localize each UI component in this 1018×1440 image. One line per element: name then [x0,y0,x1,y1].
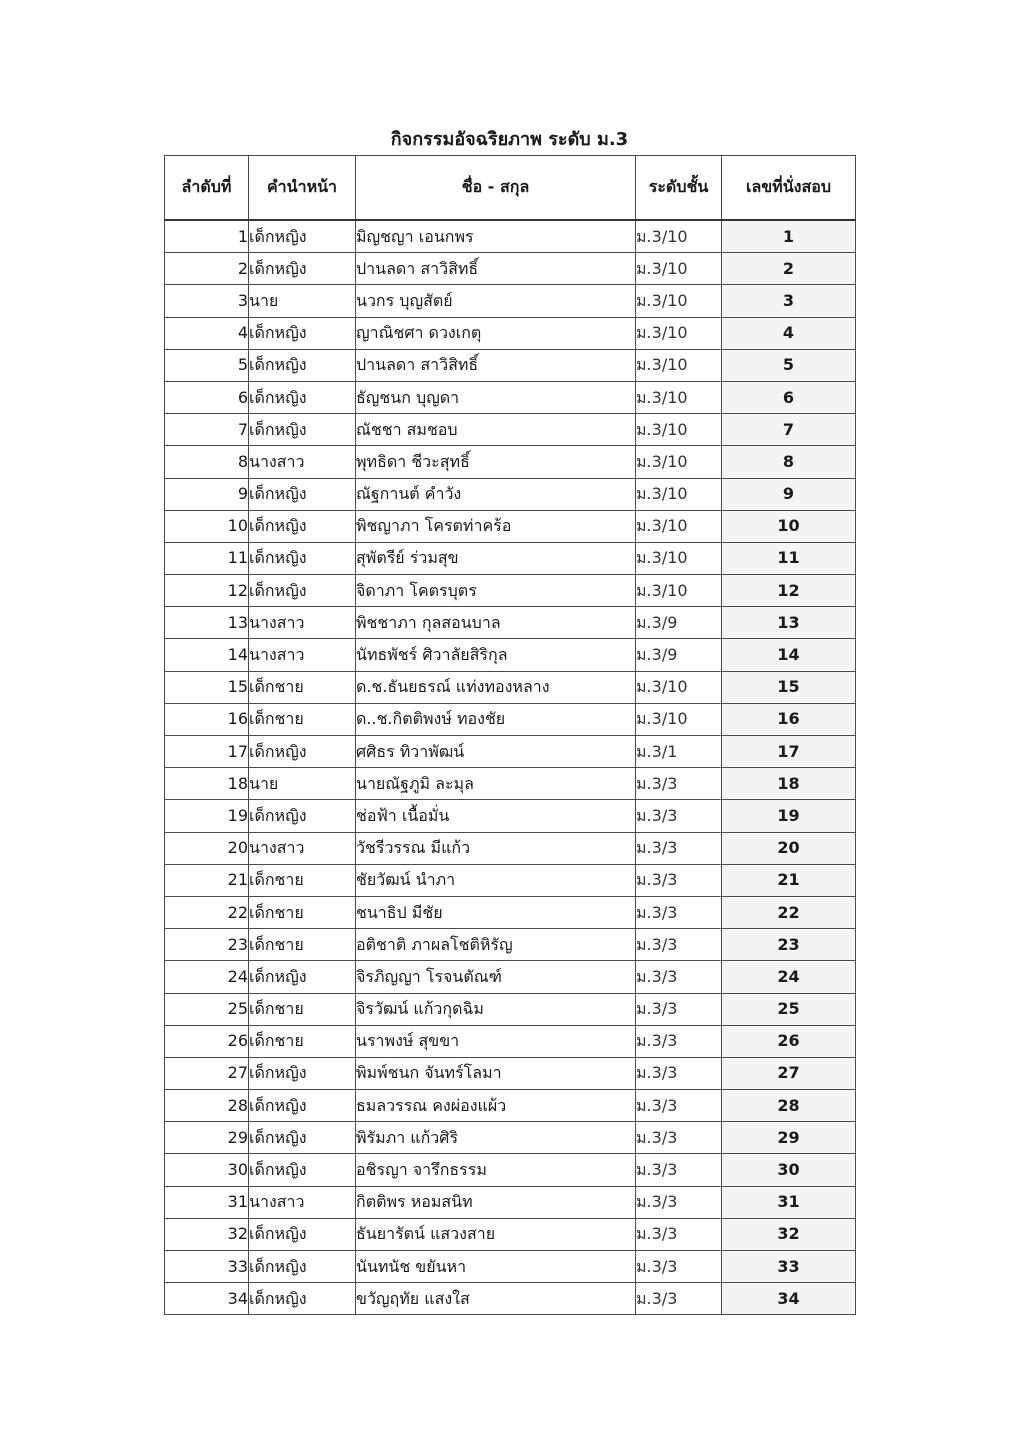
table-row [165,800,856,832]
row-class-level: ม.3/10 [636,285,722,317]
row-seat-number: 28 [722,1090,856,1122]
row-class-level: ม.3/3 [636,800,722,832]
row-prefix: นางสาว [249,1186,356,1218]
row-prefix: เด็กหญิง [249,1154,356,1186]
row-full-name: ช่อฟ้า เนื้อมั่น [356,800,636,832]
table-row [165,414,856,446]
table-row [165,1186,856,1218]
row-prefix: เด็กหญิง [249,220,356,253]
row-class-level: ม.3/3 [636,1057,722,1089]
row-class-level: ม.3/10 [636,446,722,478]
row-seat-number: 16 [722,703,856,735]
row-class-level: ม.3/3 [636,768,722,800]
row-number: 21 [165,864,249,896]
row-number: 28 [165,1090,249,1122]
row-class-level: ม.3/10 [636,575,722,607]
row-seat-number: 10 [722,510,856,542]
row-class-level: ม.3/3 [636,1218,722,1250]
row-seat-number: 6 [722,381,856,413]
row-full-name: กิตติพร หอมสนิท [356,1186,636,1218]
row-prefix: เด็กชาย [249,864,356,896]
row-number: 7 [165,414,249,446]
row-prefix: เด็กชาย [249,896,356,928]
row-number: 20 [165,832,249,864]
row-full-name: ณัชชา สมชอบ [356,414,636,446]
row-class-level: ม.3/3 [636,993,722,1025]
header-seat: เลขที่นั่งสอบ [722,156,856,221]
row-seat-number: 21 [722,864,856,896]
row-prefix: เด็กหญิง [249,381,356,413]
row-seat-number: 11 [722,542,856,574]
row-prefix: เด็กหญิง [249,736,356,768]
row-prefix: เด็กหญิง [249,1283,356,1315]
row-prefix: เด็กหญิง [249,575,356,607]
row-prefix: เด็กหญิง [249,478,356,510]
table-row [165,1025,856,1057]
row-class-level: ม.3/1 [636,736,722,768]
row-class-level: ม.3/3 [636,864,722,896]
row-number: 34 [165,1283,249,1315]
row-number: 23 [165,929,249,961]
row-class-level: ม.3/3 [636,1186,722,1218]
row-number: 5 [165,349,249,381]
table-row [165,993,856,1025]
table-row [165,607,856,639]
row-class-level: ม.3/10 [636,671,722,703]
row-number: 29 [165,1122,249,1154]
row-seat-number: 32 [722,1218,856,1250]
table-row [165,478,856,510]
row-seat-number: 4 [722,317,856,349]
row-class-level: ม.3/9 [636,639,722,671]
row-seat-number: 7 [722,414,856,446]
row-full-name: ธันยารัตน์ แสวงสาย [356,1218,636,1250]
header-prefix: คำนำหน้า [249,156,356,221]
row-class-level: ม.3/10 [636,317,722,349]
table-row [165,864,856,896]
row-seat-number: 20 [722,832,856,864]
row-prefix: เด็กหญิง [249,1122,356,1154]
row-number: 25 [165,993,249,1025]
row-prefix: เด็กหญิง [249,961,356,993]
row-seat-number: 14 [722,639,856,671]
table-row [165,1122,856,1154]
row-number: 6 [165,381,249,413]
row-prefix: เด็กหญิง [249,349,356,381]
row-class-level: ม.3/10 [636,220,722,253]
row-full-name: มิญชญา เอนกพร [356,220,636,253]
page-title: กิจกรรมอัจฉริยภาพ ระดับ ม.3 [390,129,629,150]
table-header-row [165,156,856,221]
row-full-name: ชัยวัฒน์ นำภา [356,864,636,896]
table-row [165,768,856,800]
row-seat-number: 23 [722,929,856,961]
row-full-name: จิดาภา โคตรบุตร [356,575,636,607]
row-full-name: ปานลดา สาวิสิทธิ์ [356,253,636,285]
row-class-level: ม.3/3 [636,961,722,993]
row-number: 26 [165,1025,249,1057]
table-row [165,285,856,317]
table-row [165,349,856,381]
row-seat-number: 2 [722,253,856,285]
table-row [165,253,856,285]
row-class-level: ม.3/10 [636,510,722,542]
row-prefix: เด็กหญิง [249,510,356,542]
row-full-name: นวกร บุญสัตย์ [356,285,636,317]
row-seat-number: 31 [722,1186,856,1218]
table-row [165,446,856,478]
row-number: 30 [165,1154,249,1186]
row-class-level: ม.3/3 [636,1025,722,1057]
table-row [165,703,856,735]
row-seat-number: 26 [722,1025,856,1057]
row-number: 32 [165,1218,249,1250]
row-full-name: นายณัฐภูมิ ละมุล [356,768,636,800]
row-full-name: ณัฐกานต์ คำวัง [356,478,636,510]
row-prefix: เด็กหญิง [249,542,356,574]
row-full-name: นราพงษ์ สุขขา [356,1025,636,1057]
row-seat-number: 22 [722,896,856,928]
row-seat-number: 1 [722,220,856,253]
row-class-level: ม.3/10 [636,414,722,446]
row-number: 27 [165,1057,249,1089]
row-prefix: เด็กหญิง [249,1251,356,1283]
header-class: ระดับชั้น [636,156,722,221]
row-prefix: นางสาว [249,639,356,671]
row-class-level: ม.3/10 [636,381,722,413]
header-no: ลำดับที่ [165,156,249,221]
table-row [165,1251,856,1283]
row-full-name: ญาณิชศา ดวงเกตุ [356,317,636,349]
row-prefix: เด็กหญิง [249,317,356,349]
row-full-name: พิมพ์ชนก จันทร์โลมา [356,1057,636,1089]
table-row [165,1154,856,1186]
row-seat-number: 30 [722,1154,856,1186]
table-row [165,961,856,993]
row-number: 1 [165,220,249,253]
header-name: ชื่อ - สกุล [356,156,636,221]
table-row [165,1090,856,1122]
row-prefix: เด็กชาย [249,929,356,961]
row-full-name: นันทนัช ขยันหา [356,1251,636,1283]
row-number: 10 [165,510,249,542]
row-seat-number: 13 [722,607,856,639]
table-row [165,317,856,349]
row-class-level: ม.3/3 [636,1122,722,1154]
row-class-level: ม.3/10 [636,349,722,381]
row-class-level: ม.3/3 [636,1090,722,1122]
row-prefix: นาย [249,285,356,317]
row-prefix: เด็กหญิง [249,1090,356,1122]
row-prefix: เด็กหญิง [249,253,356,285]
row-full-name: นัทธพัชร์ ศิวาลัยสิริกุล [356,639,636,671]
row-full-name: วัชรีวรรณ มีแก้ว [356,832,636,864]
row-prefix: เด็กหญิง [249,1218,356,1250]
row-number: 11 [165,542,249,574]
row-seat-number: 27 [722,1057,856,1089]
row-class-level: ม.3/10 [636,253,722,285]
row-full-name: พิชชาภา กุลสอนบาล [356,607,636,639]
table-row [165,220,856,253]
table-row [165,832,856,864]
table-row [165,1057,856,1089]
table-row [165,929,856,961]
row-number: 2 [165,253,249,285]
row-prefix: เด็กหญิง [249,414,356,446]
table-row [165,381,856,413]
row-number: 24 [165,961,249,993]
row-seat-number: 24 [722,961,856,993]
table-row [165,736,856,768]
row-class-level: ม.3/3 [636,1283,722,1315]
row-seat-number: 8 [722,446,856,478]
table-body [165,220,856,1315]
row-prefix: นางสาว [249,446,356,478]
row-number: 33 [165,1251,249,1283]
row-prefix: เด็กหญิง [249,1057,356,1089]
table-row [165,1283,856,1315]
row-number: 12 [165,575,249,607]
row-seat-number: 12 [722,575,856,607]
row-seat-number: 29 [722,1122,856,1154]
row-full-name: พิรัมภา แก้วศิริ [356,1122,636,1154]
row-number: 3 [165,285,249,317]
row-number: 13 [165,607,249,639]
table-row [165,575,856,607]
row-class-level: ม.3/3 [636,1154,722,1186]
row-number: 19 [165,800,249,832]
table-row [165,896,856,928]
row-class-level: ม.3/3 [636,896,722,928]
row-number: 14 [165,639,249,671]
row-class-level: ม.3/3 [636,929,722,961]
row-number: 18 [165,768,249,800]
row-seat-number: 34 [722,1283,856,1315]
row-prefix: เด็กชาย [249,703,356,735]
row-class-level: ม.3/3 [636,832,722,864]
table-row [165,671,856,703]
row-prefix: นาย [249,768,356,800]
row-seat-number: 19 [722,800,856,832]
student-roster-table [164,155,856,1315]
row-prefix: เด็กหญิง [249,800,356,832]
row-class-level: ม.3/9 [636,607,722,639]
row-number: 9 [165,478,249,510]
row-full-name: ชนาธิป มีชัย [356,896,636,928]
row-number: 31 [165,1186,249,1218]
row-prefix: นางสาว [249,832,356,864]
row-number: 8 [165,446,249,478]
table-row [165,542,856,574]
row-full-name: สุพัตรีย์ ร่วมสุข [356,542,636,574]
row-seat-number: 15 [722,671,856,703]
row-class-level: ม.3/3 [636,1251,722,1283]
row-full-name: ด..ช.กิตติพงษ์ ทองชัย [356,703,636,735]
row-number: 17 [165,736,249,768]
row-class-level: ม.3/10 [636,478,722,510]
row-prefix: เด็กชาย [249,993,356,1025]
row-seat-number: 3 [722,285,856,317]
row-prefix: เด็กชาย [249,1025,356,1057]
row-prefix: นางสาว [249,607,356,639]
row-number: 15 [165,671,249,703]
row-full-name: จิรวัฒน์ แก้วกุดฉิม [356,993,636,1025]
row-full-name: อชิรญา จารึกธรรม [356,1154,636,1186]
table-row [165,510,856,542]
row-full-name: อติชาติ ภาผลโชติหิรัญ [356,929,636,961]
row-full-name: ศศิธร ทิวาพัฒน์ [356,736,636,768]
row-number: 22 [165,896,249,928]
row-seat-number: 17 [722,736,856,768]
row-prefix: เด็กชาย [249,671,356,703]
row-class-level: ม.3/10 [636,542,722,574]
row-number: 16 [165,703,249,735]
row-full-name: พุทธิดา ชีวะสุทธิ์ [356,446,636,478]
row-seat-number: 5 [722,349,856,381]
row-full-name: จิรภิญญา โรจนตัณฑ์ [356,961,636,993]
row-seat-number: 9 [722,478,856,510]
row-full-name: ด.ช.ธันยธรณ์ แท่งทองหลาง [356,671,636,703]
row-full-name: ธัญชนก บุญดา [356,381,636,413]
row-full-name: พิชญาภา โครตท่าคร้อ [356,510,636,542]
row-number: 4 [165,317,249,349]
row-seat-number: 33 [722,1251,856,1283]
table-row [165,639,856,671]
row-seat-number: 25 [722,993,856,1025]
row-full-name: ธมลวรรณ คงผ่องแผ้ว [356,1090,636,1122]
table-row [165,1218,856,1250]
row-full-name: ขวัญฤทัย แสงใส [356,1283,636,1315]
row-full-name: ปานลดา สาวิสิทธิ์ [356,349,636,381]
row-seat-number: 18 [722,768,856,800]
row-class-level: ม.3/10 [636,703,722,735]
